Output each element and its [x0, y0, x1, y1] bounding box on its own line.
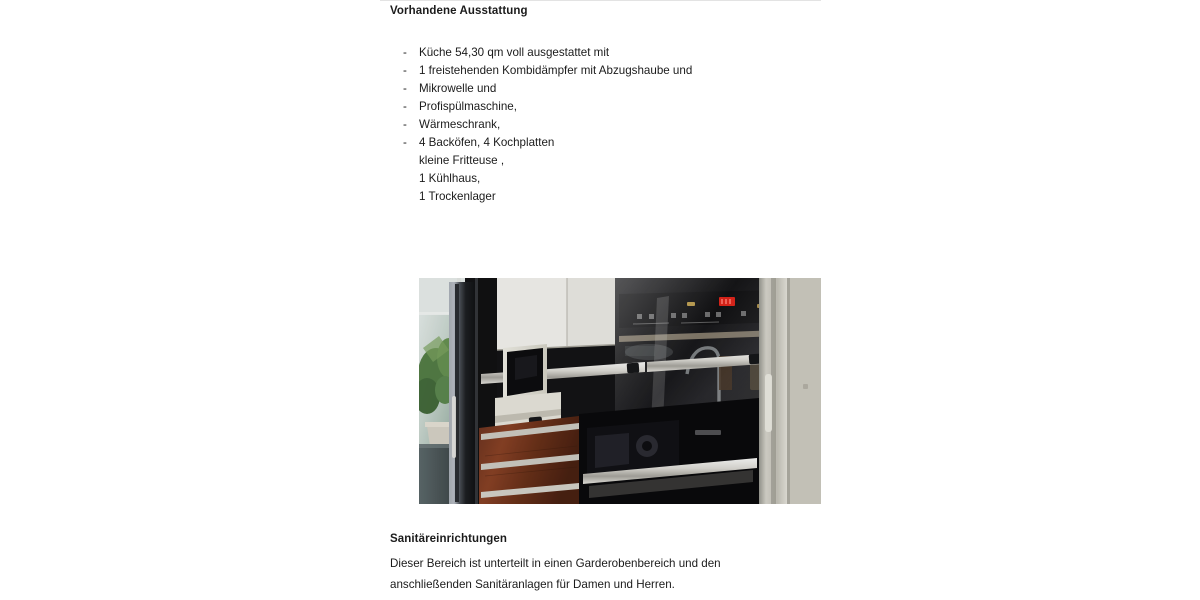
- list-item: [380, 80, 821, 98]
- list-marker: -: [403, 100, 407, 113]
- list-marker: -: [403, 136, 407, 149]
- equipment-list: [380, 44, 821, 206]
- list-marker: -: [403, 82, 407, 95]
- list-marker: -: [403, 64, 407, 77]
- list-item: [380, 98, 821, 116]
- list-item: [380, 152, 821, 170]
- list-item-label: Mikrowelle und: [419, 82, 497, 95]
- list-item: [380, 134, 821, 152]
- list-item-label: 1 Kühlhaus,: [419, 172, 481, 185]
- list-item: [380, 62, 821, 80]
- equipment-heading: Vorhandene Ausstattung: [390, 5, 528, 17]
- page-top-rule: [380, 0, 821, 1]
- paragraph-line: Dieser Bereich ist unterteilt in einen Garderobenbereich und den: [390, 557, 721, 570]
- list-item-label: 1 freistehenden Kombidämpfer mit Abzugshaube und: [419, 64, 693, 77]
- list-item-label: 1 Trockenlager: [419, 190, 496, 203]
- list-item-label: Profispülmaschine,: [419, 100, 517, 113]
- list-item: [380, 44, 821, 62]
- kitchen-appliances-photo: [419, 278, 821, 504]
- list-item-label: Wärmeschrank,: [419, 118, 501, 131]
- list-item-label: Küche 54,30 qm voll ausgestattet mit: [419, 46, 610, 59]
- list-item: [380, 116, 821, 134]
- list-marker: -: [403, 118, 407, 131]
- list-item: [380, 188, 821, 206]
- list-item-label: 4 Backöfen, 4 Kochplatten: [419, 136, 555, 149]
- list-item-label: kleine Fritteuse ,: [419, 154, 505, 167]
- list-marker: -: [403, 46, 407, 59]
- document-page: [380, 0, 821, 600]
- list-item: [380, 170, 821, 188]
- paragraph-line: anschließenden Sanitäranlagen für Damen und Herren.: [390, 578, 675, 591]
- sanitary-heading: Sanitäreinrichtungen: [390, 533, 508, 545]
- sanitary-paragraph: [390, 553, 810, 595]
